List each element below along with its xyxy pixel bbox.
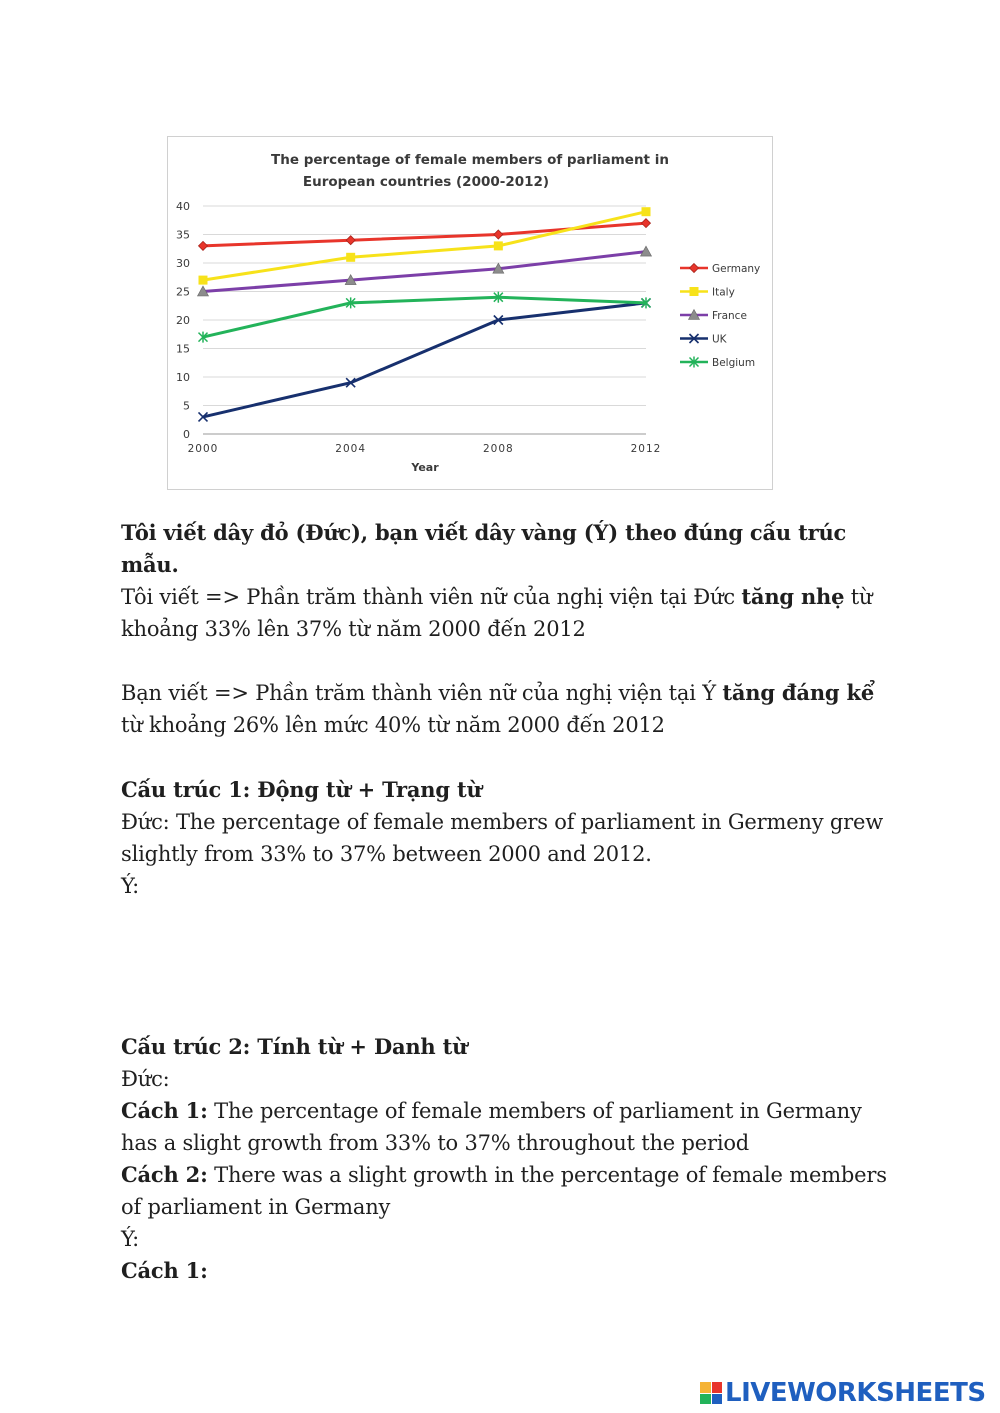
structure-2	[121, 1031, 891, 1287]
point-italy-2008	[494, 241, 503, 250]
way-1-text: The percentage of female members of parliament in Germany has a slight growth from 33% to 37% throughout the period	[121, 1099, 862, 1155]
example-2	[121, 677, 891, 741]
y-tick-label-35: 35	[176, 228, 190, 242]
series-belgium	[199, 292, 651, 343]
y-tick-label-40: 40	[176, 200, 190, 213]
legend-label-italy: Italy	[712, 286, 735, 299]
structure-1-heading: Cấu trúc 1: Động từ + Trạng từ	[121, 777, 482, 802]
x-tick-label-2004: 2004	[335, 443, 367, 455]
y-tick-label-30: 30	[176, 257, 190, 270]
y-tick-label-15: 15	[176, 342, 190, 356]
legend-item-belgium	[680, 357, 755, 370]
y-tick-label-5: 5	[183, 399, 190, 413]
point-germany-2000	[199, 241, 208, 250]
structure-1-italy-label: Ý:	[121, 874, 139, 898]
example-1-suffix: từ khoảng 33% lên 37% từ năm 2000 đến 2012	[121, 585, 873, 641]
legend-item-france	[680, 310, 747, 323]
italy-way-1-label: Cách 1:	[121, 1258, 208, 1283]
chart-container	[167, 136, 773, 490]
legend-label-uk: UK	[712, 333, 727, 346]
structure-2-italy-label: Ý:	[121, 1227, 139, 1251]
series-uk	[199, 298, 651, 421]
example-2-bold: tăng đáng kể	[722, 680, 874, 705]
y-tick-label-10: 10	[176, 371, 190, 384]
x-tick-label-2012: 2012	[630, 443, 662, 455]
way-2-text: There was a slight growth in the percentage of female members of parliament in Germany	[121, 1163, 887, 1219]
logo-icon	[700, 1382, 722, 1404]
y-tick-label-25: 25	[176, 285, 190, 299]
point-italy-2012	[642, 207, 651, 216]
way-1-label: Cách 1:	[121, 1098, 208, 1123]
legend-marker-italy	[690, 287, 699, 296]
legend-label-belgium: Belgium	[712, 357, 756, 369]
legend-item-italy	[680, 287, 735, 299]
series-line-france	[203, 252, 646, 292]
example-1-bold: tăng nhẹ	[741, 584, 845, 609]
logo-text: LIVEWORKSHEETS	[725, 1378, 986, 1408]
legend-marker-germany	[690, 264, 699, 273]
instruction-text: Tôi viết dây đỏ (Đức), bạn viết dây vàng (Ý) theo đúng cấu trúc mẫu.	[121, 520, 847, 577]
structure-1	[121, 774, 891, 902]
point-germany-2008	[494, 230, 503, 239]
legend-label-germany: Germany	[712, 263, 761, 275]
instruction-block	[121, 517, 891, 581]
example-1	[121, 581, 891, 645]
structure-2-germany-label: Đức:	[121, 1067, 170, 1091]
point-italy-2004	[346, 253, 355, 262]
example-2-suffix: từ khoảng 26% lên mức 40% từ năm 2000 đến 2012	[121, 713, 665, 737]
chart-title-line2: European countries (2000-2012)	[302, 174, 550, 190]
x-tick-label-2008: 2008	[482, 443, 514, 455]
example-2-prefix: Bạn viết => Phần trăm thành viên nữ của nghị viện tại Ý	[121, 681, 723, 705]
y-tick-label-0: 0	[183, 428, 190, 441]
series-line-italy	[203, 212, 646, 280]
legend-item-uk	[680, 334, 728, 346]
point-italy-2000	[199, 276, 208, 285]
legend-item-germany	[680, 263, 760, 275]
way-2-label: Cách 2:	[121, 1162, 208, 1187]
point-germany-2012	[642, 219, 651, 228]
chart-title-line1: The percentage of female members of parliament in	[271, 152, 669, 168]
series-line-belgium	[203, 297, 646, 337]
example-1-prefix: Tôi viết => Phần trăm thành viên nữ của nghị viện tại Đức	[121, 585, 742, 609]
line-chart	[168, 137, 774, 491]
point-germany-2004	[346, 236, 355, 245]
x-axis-label: Year	[411, 461, 439, 474]
legend-label-france: France	[712, 310, 747, 322]
structure-1-germany-text: Đức: The percentage of female members of parliament in Germeny grew slightly from 33% to 37% between 2000 and 2012.	[121, 810, 883, 866]
liveworksheets-logo	[700, 1378, 986, 1408]
x-tick-label-2000: 2000	[187, 443, 219, 455]
structure-2-heading: Cấu trúc 2: Tính từ + Danh từ	[121, 1034, 468, 1059]
y-tick-label-20: 20	[176, 314, 190, 327]
